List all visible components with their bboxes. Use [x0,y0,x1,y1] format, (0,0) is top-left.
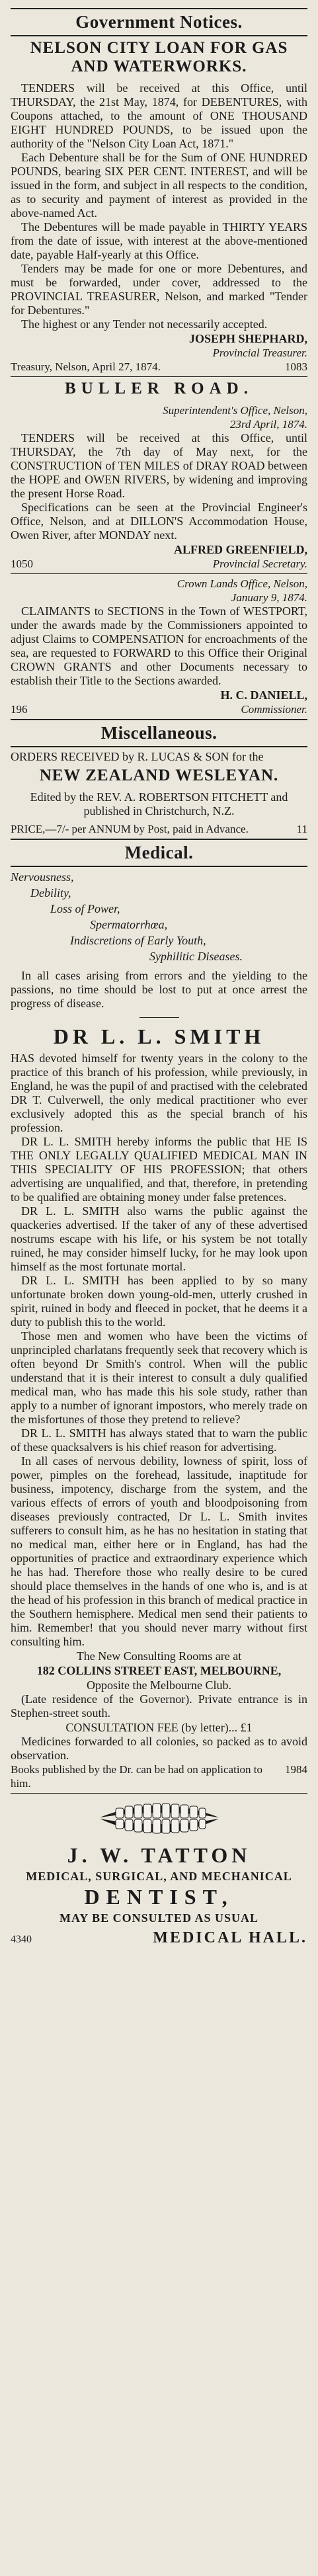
misc-price-row [11,822,307,836]
smith-para: DR L. L. SMITH also warns the public against the quackeries advertised. If the taker of any of these advertised nostrums escape with his life, or his system be not totally ruined, he may consider himself lucky, for he may look upon himself as the most fortunate mortal. [11,1204,307,1273]
loan-signature: JOSEPH SHEPHARD, [188,332,307,345]
condition-item: Loss of Power, [50,902,120,915]
buller-rule [11,573,307,574]
crown-footer [11,702,307,716]
smith-title: DR L. L. SMITH [53,1024,265,1048]
tatton-dentist: DENTIST, [84,1885,234,1909]
smith-medicines: Medicines forwarded to all colonies, so packed as to avoid observation. [11,1735,307,1762]
condition-item: Nervousness, [11,870,74,884]
gov-rule [11,35,307,36]
medical-short-rule [139,1017,179,1018]
loan-para-1: TENDERS will be received at this Office, until THURSDAY, the 21st May, 1874, for DEBENTURES, with Coupons attached, to the amount of ONE THOUSAND EIGHT HUNDRED POUNDS, to be issued upon the authority of the "Nelson City Loan Act, 1871." [11,81,307,150]
medical-heading: Medical. [124,843,194,862]
buller-signature: ALFRED GREENFIELD, [173,543,307,556]
smith-books-row [11,1763,307,1790]
tatton-name: J. W. TATTON [67,1843,251,1867]
smith-para: DR L. L. SMITH has always stated that to warn the public of these quacksalvers is his chief reason for advertising. [11,1427,307,1454]
misc-paper-title: NEW ZEALAND WESLEYAN. [39,767,279,784]
condition-item: Debility, [30,886,71,899]
misc-heading: Miscellaneous. [100,723,218,743]
medical-rule-bottom [11,866,307,867]
smith-para: DR L. L. SMITH has been applied to by so many unfortunate broken down young-old-men, utterly crushed in spirit, ruined in body and fleeced in pocket, that he deems it a duty to publish this to the world. [11,1274,307,1329]
condition-item: Spermatorrhœa, [90,918,168,931]
smith-address: 182 COLLINS STREET EAST, MELBOURNE, [36,1664,282,1677]
smith-consultation-fee: CONSULTATION FEE (by letter)... £1 [65,1721,253,1734]
buller-footer [11,557,307,571]
smith-para: HAS devoted himself for twenty years in the colony to the practice of this branch of his profession, while previously, in England, he was the pupil of and practised with the celebrated DR T. Culverwell, the only medical practitioner who ever exclusively adopted this as the special branch of his profession. [11,1052,307,1134]
smith-para: DR L. L. SMITH hereby informs the public that HE IS THE ONLY LEGALLY QUALIFIED MEDICAL MAN IN THIS SPECIALITY OF HIS PROFESSION; that others advertising are unqualified, and that, therefore, in pretending to be qualified are obtaining money under false pretences. [11,1135,307,1204]
crown-signature: H. C. DANIELL, [220,688,307,702]
loan-signature-title: Provincial Treasurer. [212,347,307,359]
medical-conditions-list [11,870,307,964]
loan-footer [11,360,307,374]
smith-rooms-line: The New Consulting Rooms are at [76,1649,242,1663]
smith-para: Those men and women who have been the victims of unprincipled charlatans frequently seek that recovery which is often beyond Dr Smith's control. When will the public understand that it is their interest to consult a duly qualified medical man, who has made this his sole study, rather than apply to a number of ignorant impostors, who merely trade on the misfortunes of those they pretend to relieve? [11,1329,307,1426]
buller-signature-title: Provincial Secretary. [212,558,307,570]
loan-para-3: The Debentures will be made payable in THIRTY YEARS from the date of issue, with interest at the above-mentioned date, payable Half-yearly at this Office. [11,220,307,261]
loan-rule [11,376,307,377]
medical-rule-top [11,839,307,840]
teeth-illustration [11,1799,307,1841]
tatton-number: 4340 [11,1934,32,1945]
condition-item: Indiscretions of Early Youth, [70,934,206,947]
buller-number: 1050 [11,558,33,570]
buller-title: BULLER ROAD. [65,380,253,397]
misc-price: PRICE,—7/- per ANNUM by Post, paid in Advance. [11,823,249,835]
condition-item: Syphilitic Diseases. [149,950,243,963]
top-rule [11,8,307,9]
medical-intro: In all cases arising from errors and the yielding to the passions, no time should be lost to put at once arrest the progress of disease. [11,969,307,1010]
loan-para-5: The highest or any Tender not necessarily accepted. [21,317,268,331]
loan-para-2: Each Debenture shall be for the Sum of ONE HUNDRED POUNDS, bearing SIX PER CENT. INTEREST, and will be issued in the form, and subject in all respects to the condition, as to security and payment of interest as provided in the above-named Act. [11,151,307,220]
smith-opposite: Opposite the Melbourne Club. [87,1679,231,1692]
crown-office: Crown Lands Office, Nelson, [177,577,307,590]
crown-date: January 9, 1874. [231,591,307,604]
misc-rule-top [11,719,307,720]
smith-books: Books published by the Dr. can be had on application to him. [11,1763,263,1790]
loan-title: NELSON CITY LOAN FOR GAS AND WATERWORKS. [30,39,288,75]
gov-notices-heading: Government Notices. [75,12,243,32]
crown-para-1: CLAIMANTS to SECTIONS in the Town of WESTPORT, under the awards made by the Commissioners appointed to adjust Claims to COMPENSATION for encroachments of the sea, are requested to FORWARD to this Office their Original CROWN GRANTS and other Documents necessary to establish their Title to the Sections awarded. [11,604,307,687]
smith-late-residence: (Late residence of the Governor). Private entrance is in Stephen-street south. [11,1692,307,1720]
tatton-consult: MAY BE CONSULTED AS USUAL [59,1911,259,1925]
medical-end-rule [11,1793,307,1794]
tatton-footer [11,1929,307,1947]
misc-edited: Edited by the REV. A. ROBERTSON FITCHETT and published in Christchurch, N.Z. [30,790,288,817]
buller-date: 23rd April, 1874. [229,418,307,431]
loan-date-line: Treasury, Nelson, April 27, 1874. [11,360,161,373]
denture-icon [93,1799,225,1837]
misc-number: 11 [296,823,307,835]
misc-rule-bottom [11,746,307,747]
smith-para: In all cases of nervous debility, lowness of spirit, loss of power, pimples on the forehead, lassitude, inaptitude for business, impotency, discharge from the system, and the various effects of errors of youth and bloodpoisoning from diseases previously contracted, Dr L. L. Smith invites sufferers to consult him, as he has no hesitation in stating that no medical man, either here or in England, has had the opportunities of practice and extraordinary experience which he has had. Therefore those who really desire to be cured should place themselves in the hands of one who is, and is at the head of his profession in this branch of medical practice in the Southern hemisphere. Medical men send their patients to him. Remember! that you should never marry without first consulting him. [11,1454,307,1648]
misc-orders: ORDERS RECEIVED by R. LUCAS & SON for the [11,750,264,763]
crown-number: 196 [11,703,28,716]
loan-number: 1083 [285,360,307,373]
buller-office: Superintendent's Office, Nelson, [163,404,307,417]
tatton-subtitle: MEDICAL, SURGICAL, AND MECHANICAL [26,1870,292,1883]
buller-para-2: Specifications can be seen at the Provincial Engineer's Office, Nelson, and at DILLON'S Accommodation House, Owen River, after MONDAY next. [11,501,307,542]
buller-para-1: TENDERS will be received at this Office, until THURSDAY, the 7th day of May next, for the CONSTRUCTION of TEN MILES of DRAY ROAD between the HOPE and OWEN RIVERS, by widening and improving the present Horse Road. [11,431,307,500]
loan-para-4: Tenders may be made for one or more Debentures, and must be forwarded, under cover, addressed to the PROVINCIAL TREASURER, Nelson, and marked "Tender for Debentures." [11,262,307,317]
smith-number: 1984 [285,1763,307,1776]
crown-signature-title: Commissioner. [241,703,307,716]
tatton-hall: MEDICAL HALL. [153,1929,307,1946]
